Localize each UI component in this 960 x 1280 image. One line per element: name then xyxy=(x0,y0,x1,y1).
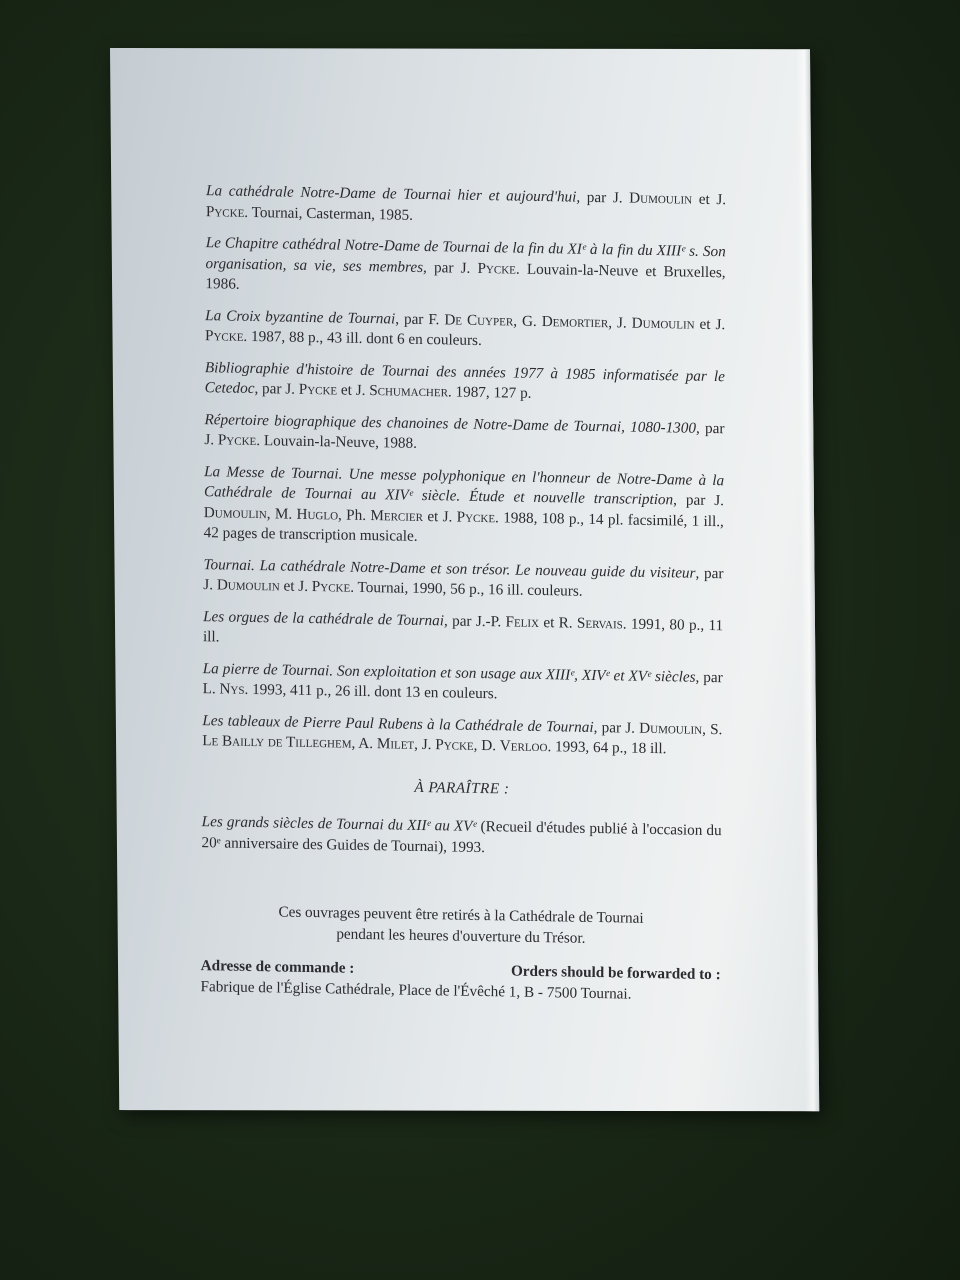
order-address: Fabrique de l'Église Cathédrale, Place de l'Évêché 1, B - 7500 Tournai. xyxy=(200,977,632,1003)
bib-entry-6: La Messe de Tournai. Une messe polyphonique en l'honneur de Notre-Dame à la Cathédrale de Tournai au XIVᵉ siècle. Étude et nouvelle transcription, par J. Dumoulin, M. Huglo, Ph. Mercier et J. Pycke. 1988, 108 p., 14 pl. facsimilé, 1 ill., 42 pages de transcription musicale. xyxy=(203,462,725,545)
cover-text xyxy=(200,181,726,1006)
notice-line: pendant les heures d'ouverture du Trésor. xyxy=(336,924,586,947)
notice-line: Ces ouvrages peuvent être retirés à la Cathédrale de Tournai xyxy=(278,903,644,927)
bib-entry-10: Les tableaux de Pierre Paul Rubens à la Cathédrale de Tournai, par J. Dumoulin, S. Le Bailly de Tilleghem, A. Milet, J. Pycke, D. Verloo. 1993, 64 p., 18 ill. xyxy=(202,711,723,758)
forthcoming-entry: Les grands siècles de Tournai du XIIᵉ au XVᵉ (Recueil d'études publié à l'occasion du 20ᵉ anniversaire des Guides de Tournai), 1993. xyxy=(201,813,722,856)
forthcoming-heading: À PARAÎTRE : xyxy=(414,778,510,797)
bib-entry-3: La Croix byzantine de Tournai, par F. De Cuyper, G. Demortier, J. Dumoulin et J. Pycke. 1987, 88 p., 43 ill. dont 6 en couleurs. xyxy=(205,306,726,349)
bib-entry-4: Bibliographie d'histoire de Tournai des années 1977 à 1985 informatisée par le Cetedoc, par J. Pycke et J. Schumacher. 1987, 127 p. xyxy=(204,358,725,402)
bib-entry-9: La pierre de Tournai. Son exploitation et son usage aux XIIIᵉ, XIVᵉ et XVᵉ siècles, par L. Nys. 1993, 411 p., 26 ill. dont 13 en couleurs. xyxy=(202,659,723,703)
book-back-cover xyxy=(110,48,819,1111)
bib-entry-1: La cathédrale Notre-Dame de Tournai hier et aujourd'hui, par J. Dumoulin et J. Pycke. Tournai, Casterman, 1985. xyxy=(205,182,727,224)
bib-entry-8: Les orgues de la cathédrale de Tournai, par J.-P. Felix et R. Servais. 1991, 80 p., 11 ill. xyxy=(202,607,724,646)
order-label-fr: Adresse de commande : xyxy=(200,957,355,977)
bib-entry-7: Tournai. La cathédrale Notre-Dame et son trésor. Le nouveau guide du visiteur, par J. Dumoulin et J. Pycke. Tournai, 1990, 56 p., 16 ill. couleurs. xyxy=(203,555,724,600)
order-label-en: Orders should be forwarded to : xyxy=(510,962,721,984)
bib-entry-2: Le Chapitre cathédral Notre-Dame de Tournai de la fin du XIᵉ à la fin du XIIIᵉ s. Son organisation, sa vie, ses membres, par J. Pycke. Louvain-la-Neuve et Bruxelles, 1986. xyxy=(205,234,726,293)
availability-notice xyxy=(201,901,721,951)
bib-entry-5: Répertoire biographique des chanoines de Notre-Dame de Tournai, 1080-1300, par J. Pycke. Louvain-la-Neuve, 1988. xyxy=(204,410,725,452)
